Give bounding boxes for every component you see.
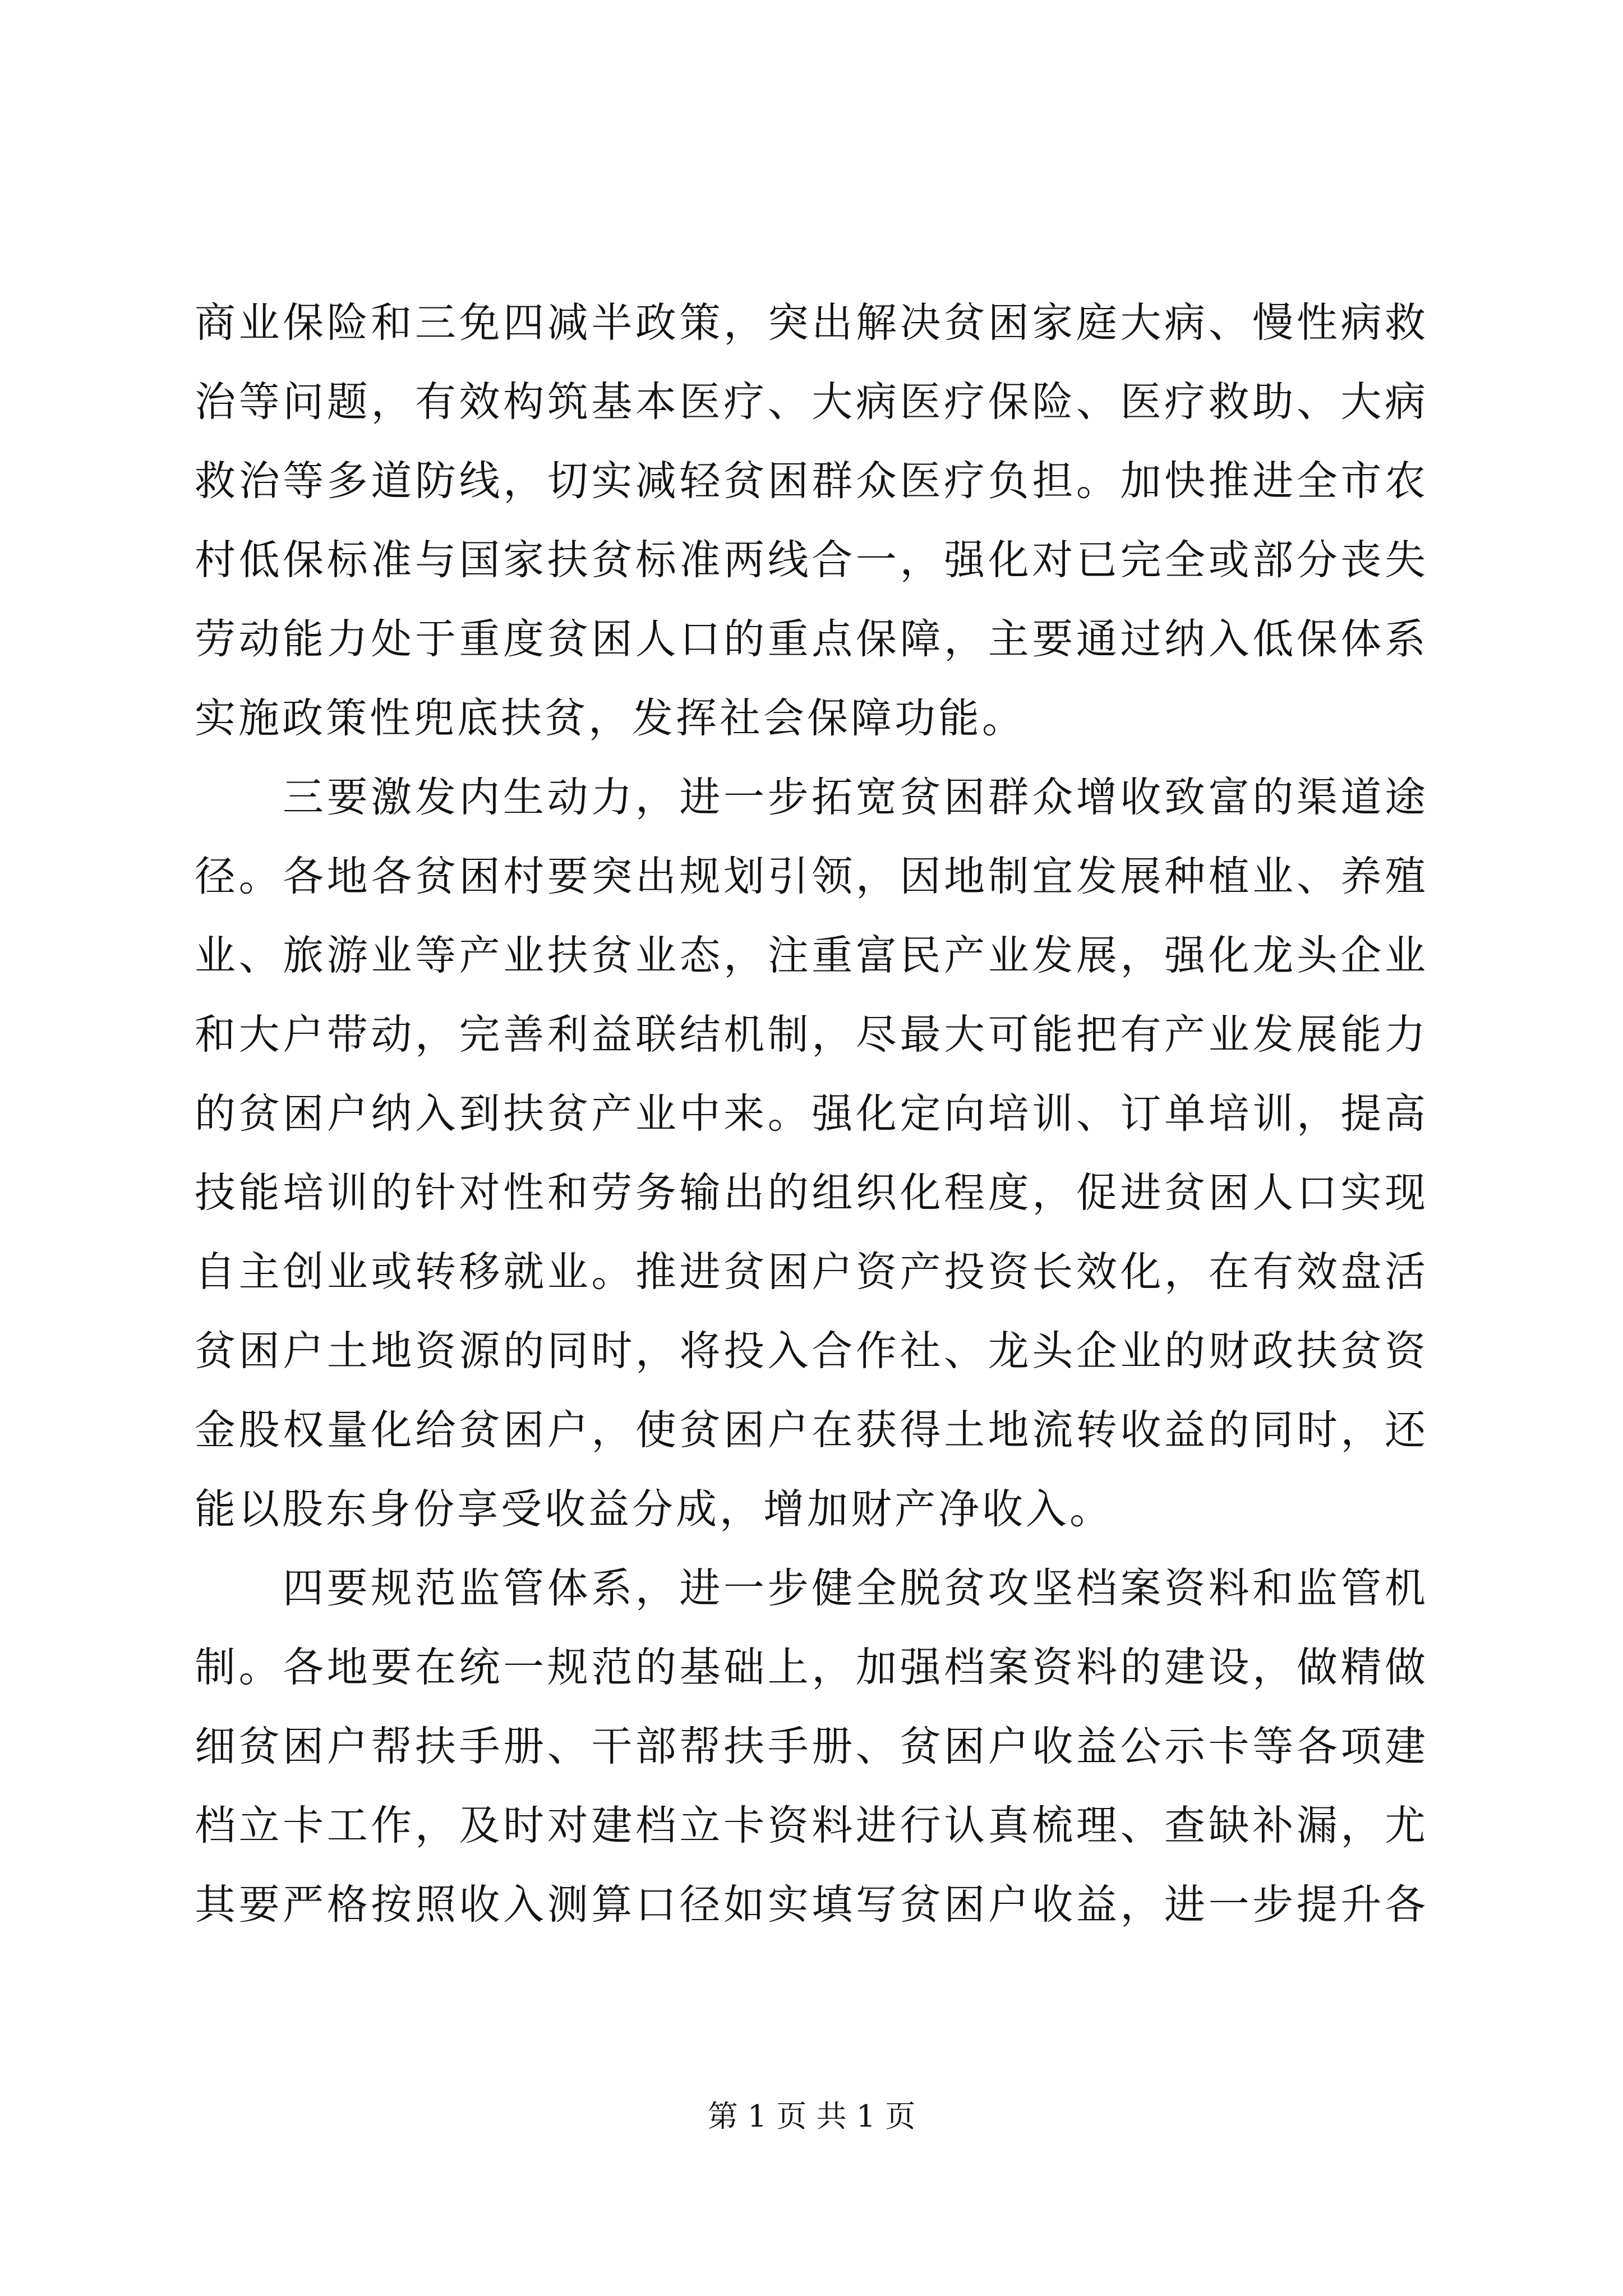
text-line: 救治等多道防线，切实减轻贫困群众医疗负担。加快推进全市农 bbox=[195, 457, 1428, 505]
text-line: 能以股东身份享受收益分成，增加财产净收入。 bbox=[195, 1485, 1113, 1533]
text-line: 金股权量化给贫困户，使贫困户在获得土地流转收益的同时，还 bbox=[195, 1406, 1428, 1454]
text-line: 自主创业或转移就业。推进贫困户资产投资长效化，在有效盘活 bbox=[195, 1248, 1428, 1296]
document-body bbox=[195, 283, 1428, 1944]
text-line: 档立卡工作，及时对建档立卡资料进行认真梳理、查缺补漏，尤 bbox=[195, 1802, 1428, 1849]
text-line: 径。各地各贫困村要突出规划引领，因地制宜发展种植业、养殖 bbox=[195, 853, 1428, 900]
text-line: 制。各地要在统一规范的基础上，加强档案资料的建设，做精做 bbox=[195, 1644, 1428, 1691]
text-line: 四要规范监管体系，进一步健全脱贫攻坚档案资料和监管机 bbox=[283, 1565, 1428, 1612]
text-line: 业、旅游业等产业扶贫业态，注重富民产业发展，强化龙头企业 bbox=[195, 932, 1428, 979]
page-footer: 第 1 页 共 1 页 bbox=[707, 2099, 916, 2134]
text-line: 商业保险和三免四减半政策，突出解决贫困家庭大病、慢性病救 bbox=[195, 299, 1428, 347]
text-line: 劳动能力处于重度贫困人口的重点保障，主要通过纳入低保体系 bbox=[195, 615, 1428, 663]
text-line: 的贫困户纳入到扶贫产业中来。强化定向培训、订单培训，提高 bbox=[195, 1090, 1428, 1138]
text-line: 细贫困户帮扶手册、干部帮扶手册、贫困户收益公示卡等各项建 bbox=[195, 1723, 1428, 1770]
text-line: 三要激发内生动力，进一步拓宽贫困群众增收致富的渠道途 bbox=[283, 774, 1428, 821]
text-line: 治等问题，有效构筑基本医疗、大病医疗保险、医疗救助、大病 bbox=[195, 378, 1428, 426]
text-line: 和大户带动，完善利益联结机制，尽最大可能把有产业发展能力 bbox=[195, 1011, 1428, 1059]
text-line: 技能培训的针对性和劳务输出的组织化程度，促进贫困人口实现 bbox=[195, 1169, 1428, 1217]
text-line: 村低保标准与国家扶贫标准两线合一，强化对已完全或部分丧失 bbox=[195, 536, 1428, 584]
text-line: 实施政策性兜底扶贫，发挥社会保障功能。 bbox=[195, 694, 1026, 742]
text-line: 其要严格按照收入测算口径如实填写贫困户收益，进一步提升各 bbox=[195, 1881, 1428, 1929]
text-line: 贫困户土地资源的同时，将投入合作社、龙头企业的财政扶贫资 bbox=[195, 1327, 1428, 1375]
